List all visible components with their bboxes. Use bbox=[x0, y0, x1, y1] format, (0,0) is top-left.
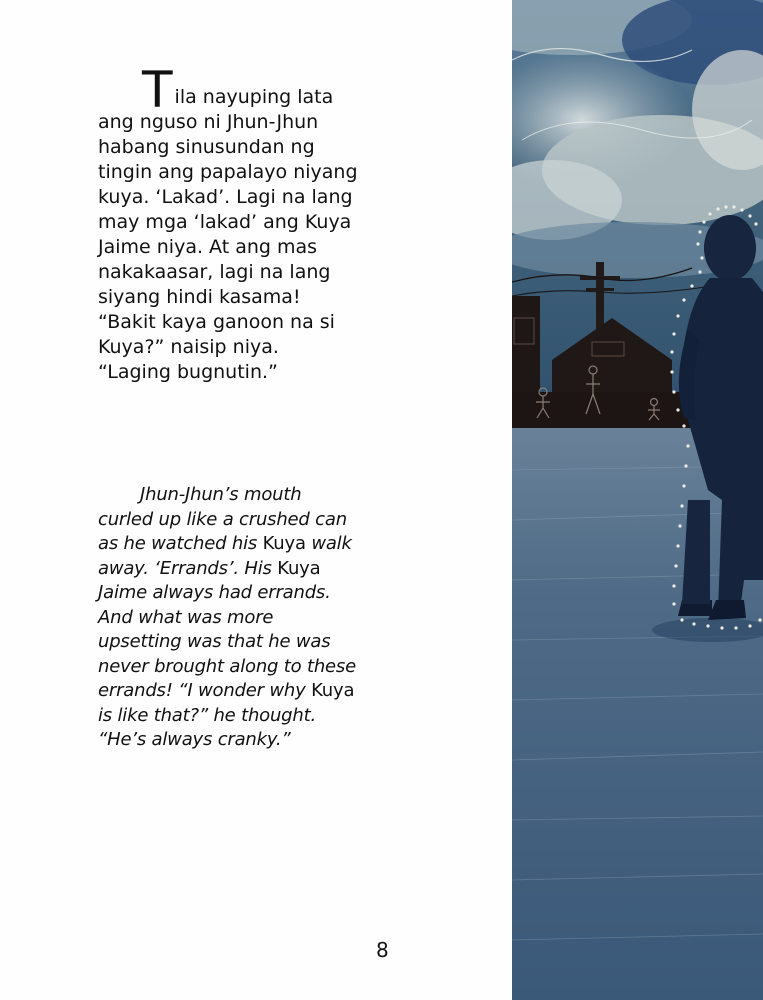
english-line: never brought along to these bbox=[98, 655, 356, 677]
tagalog-paragraph bbox=[98, 61, 398, 385]
english-line bbox=[98, 679, 398, 704]
kuya-word: Kuya bbox=[277, 557, 321, 579]
tagalog-line: nakakaasar, lagi na lang bbox=[98, 261, 331, 283]
english-text: away. ‘Errands’. His bbox=[98, 557, 278, 579]
english-line: Jhun-Jhun’s mouth bbox=[140, 484, 302, 505]
english-paragraph bbox=[98, 483, 398, 753]
english-line: Jaime always had errands. bbox=[98, 582, 331, 603]
english-text: walk bbox=[305, 533, 352, 554]
english-line: And what was more bbox=[98, 606, 274, 628]
drop-cap: T bbox=[142, 61, 173, 119]
english-line: is like that?” he thought. bbox=[98, 704, 316, 726]
tagalog-line: Kuya?” naisip niya. bbox=[98, 336, 279, 358]
tagalog-line: “Laging bugnutin.” bbox=[98, 361, 278, 383]
english-line bbox=[98, 557, 398, 582]
english-line: curled up like a crushed can bbox=[98, 508, 347, 530]
tagalog-line: tingin ang papalayo niyang bbox=[98, 161, 358, 183]
english-line: upsetting was that he was bbox=[98, 631, 331, 652]
tagalog-line: siyang hindi kasama! bbox=[98, 286, 301, 308]
night-street-illustration bbox=[512, 0, 763, 1000]
kuya-word: Kuya bbox=[311, 680, 355, 701]
tagalog-line: Jaime niya. At ang mas bbox=[98, 236, 318, 258]
tagalog-line: ang nguso ni Jhun-Jhun bbox=[98, 111, 319, 133]
english-line bbox=[98, 532, 398, 557]
english-text: as he watched his bbox=[98, 533, 263, 554]
tagalog-line: kuya. ‘Lakad’. Lagi na lang bbox=[98, 186, 353, 208]
kuya-word: Kuya bbox=[262, 533, 306, 554]
english-line: “He’s always cranky.” bbox=[98, 729, 291, 750]
english-text: errands! “I wonder why bbox=[98, 680, 312, 701]
tagalog-line: ila nayuping lata bbox=[174, 86, 334, 108]
tagalog-line: “Bakit kaya ganoon na si bbox=[98, 311, 335, 333]
illustration-svg bbox=[512, 0, 763, 1000]
tagalog-line: habang sinusundan ng bbox=[98, 136, 315, 158]
page-number: 8 bbox=[376, 938, 389, 962]
tagalog-line: may mga ‘lakad’ ang Kuya bbox=[98, 211, 352, 233]
tagalog-first-line bbox=[98, 61, 398, 119]
